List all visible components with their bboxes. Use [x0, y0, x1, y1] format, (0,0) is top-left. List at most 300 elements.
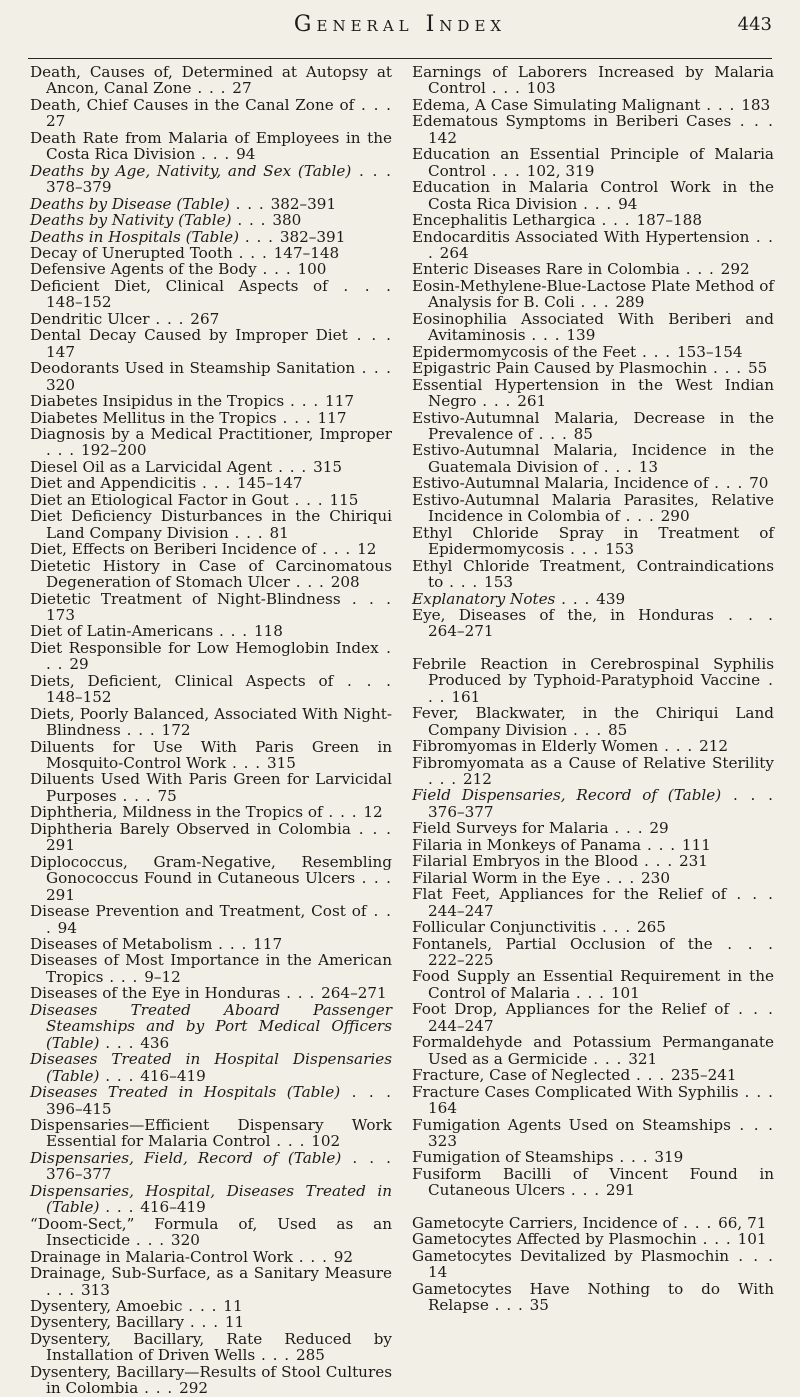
entry-heading: Diabetes Mellitus in the Tropics [30, 408, 277, 427]
entry-page: 230 [641, 868, 670, 887]
entry-page: 103 [526, 79, 556, 98]
entry-page: 291 [46, 885, 75, 904]
entry-page: 212 [462, 770, 492, 789]
entry-page: 244–247 [428, 1016, 494, 1035]
index-entry [30, 1331, 392, 1364]
leader-dots: . . . [565, 1181, 606, 1200]
index-entry [30, 1265, 392, 1298]
entry-page: 320 [46, 375, 75, 394]
entry-page: 117 [325, 392, 355, 411]
entry-heading: Diagnosis by a Medical Practitioner, Improper [30, 424, 392, 443]
leader-dots: . . . [729, 1246, 774, 1265]
leader-dots: . . . [677, 1213, 719, 1232]
index-column-right [412, 64, 774, 1314]
entry-page: 313 [80, 1280, 110, 1299]
entry-heading: Eosinophilia Associated With Beriberi and Avitaminosis [412, 309, 774, 345]
entry-page: 187–188 [636, 211, 703, 230]
leader-dots: . . . [597, 457, 639, 476]
entry-heading: Encephalitis Lethargica [412, 211, 596, 230]
leader-dots: . . . [532, 424, 574, 443]
index-entry [412, 261, 774, 277]
entry-heading: Defensive Agents of the Body [30, 260, 257, 279]
index-entry [412, 1117, 774, 1150]
entry-page: 66, 71 [718, 1213, 767, 1232]
entry-page: 81 [269, 523, 289, 542]
leader-dots: . . . [182, 1296, 224, 1315]
entry-heading: Filarial Embryos in the Blood [412, 852, 639, 871]
leader-dots: . . . [280, 984, 322, 1003]
index-entry [412, 968, 774, 1001]
entry-page: 382–391 [279, 227, 346, 246]
entry-page: 101 [737, 1230, 767, 1249]
entry-heading: Food Supply an Essential Requirement in the Control of Malaria [412, 967, 774, 1002]
entry-page: 376–377 [46, 1165, 112, 1184]
leader-dots: . . . [116, 786, 158, 805]
entry-page: 292 [179, 1379, 209, 1397]
index-entry [30, 1002, 392, 1051]
entry-heading: Ethyl Chloride Treatment, Contraindications to [412, 556, 774, 592]
entry-page: 320 [170, 1231, 200, 1250]
leader-dots: . . . [428, 671, 774, 706]
entry-heading: Fever, Blackwater, in the Chiriqui Land Company Division [412, 704, 774, 739]
leader-dots: . . . [679, 260, 721, 279]
index-entry [412, 919, 774, 935]
leader-dots: . . . [149, 309, 191, 328]
entry-heading: Eosin-Methylene-Blue-Lactose Plate Method of Analysis for B. Coli [412, 276, 774, 312]
entry-heading: Diet Responsible for Low Hemoglobin Index [30, 638, 379, 657]
leader-dots: . . . [600, 868, 641, 887]
entry-heading: Drainage in Malaria-Control Work [30, 1247, 293, 1266]
entry-page: 212 [699, 737, 729, 756]
leader-dots: . . . [99, 1066, 141, 1085]
entry-page: 27 [232, 79, 252, 98]
index-entry [30, 1183, 392, 1216]
leader-dots: . . . [229, 194, 271, 213]
entry-page: 231 [678, 852, 708, 871]
entry-page: 265 [636, 918, 666, 937]
leader-dots: . . . [46, 1280, 81, 1299]
entry-heading: Endocarditis Associated With Hypertension [412, 227, 750, 246]
entry-heading: Eye, Diseases of the, in Honduras [412, 605, 714, 624]
index-entry [412, 492, 774, 525]
leader-dots: . . . [191, 79, 233, 98]
leader-dots: . . . [347, 326, 392, 345]
entry-heading: Epidermomycosis of the Feet [412, 342, 637, 361]
index-entry [30, 97, 392, 130]
entry-page: 289 [615, 293, 645, 312]
letter-gap [412, 640, 774, 656]
entry-page: 118 [253, 622, 283, 641]
index-entry [30, 245, 392, 261]
entry-page: 102 [311, 1132, 341, 1151]
leader-dots: . . . [272, 457, 314, 476]
entry-page: 35 [529, 1296, 549, 1315]
leader-dots: . . . [443, 573, 485, 592]
entry-heading: Epigastric Pain Caused by Plasmochin [412, 359, 708, 378]
entry-page: 436 [140, 1033, 170, 1052]
index-entry [30, 212, 392, 228]
index-entry [30, 1364, 392, 1397]
entry-heading: Death, Chief Causes in the Canal Zone of [30, 95, 355, 114]
index-entry [412, 853, 774, 869]
entry-page: 13 [638, 457, 659, 476]
entry-heading: Essential Hypertension in the West Indian Negro [412, 375, 774, 411]
leader-dots: . . . [195, 145, 237, 164]
index-entry [30, 739, 392, 772]
leader-dots: . . . [350, 819, 392, 838]
leader-dots: . . . [696, 1230, 738, 1249]
index-entry [30, 903, 392, 936]
entry-page: 117 [317, 408, 347, 427]
index-entry [412, 1001, 774, 1034]
index-entry [30, 163, 392, 196]
index-entry [30, 985, 392, 1001]
index-entry [30, 1249, 392, 1265]
index-entry [412, 886, 774, 919]
entry-page: 164 [428, 1099, 457, 1118]
entry-heading: Fracture Cases Complicated With Syphilis [412, 1082, 739, 1101]
index-entry [30, 936, 392, 952]
entry-page: 147–148 [273, 243, 340, 262]
leader-dots: . . . [276, 408, 318, 427]
entry-heading: Estivo-Autumnal Malaria Parasites, Relative Incidence in Colombia of [412, 490, 774, 526]
leader-dots: . . . [713, 605, 775, 624]
entry-page: 382–391 [270, 194, 337, 213]
index-entry [412, 212, 774, 228]
entry-page: 9–12 [144, 967, 181, 986]
entry-heading: Filarial Worm in the Eye [412, 868, 601, 887]
leader-dots: . . . [341, 1148, 392, 1167]
entry-page: 290 [660, 507, 690, 526]
index-entry [412, 936, 774, 969]
entry-page: 70 [749, 474, 769, 493]
entry-page: 291 [46, 836, 75, 855]
index-entry [412, 1281, 774, 1314]
index-entry [30, 360, 392, 393]
entry-page: 183 [741, 95, 771, 114]
entry-heading: Diet an Etiological Factor in Gout [30, 490, 289, 509]
entry-page: 376–377 [428, 802, 494, 821]
leader-dots: . . . [355, 359, 393, 378]
entry-page: 11 [224, 1313, 245, 1332]
index-entry [30, 1314, 392, 1330]
entry-heading: Flat Feet, Appliances for the Relief of [412, 885, 727, 904]
entry-heading: Deaths by Age, Nativity, and Sex (Table) [30, 161, 352, 180]
index-entry [30, 771, 392, 804]
leader-dots: . . . [700, 95, 742, 114]
entry-page: 153 [605, 540, 635, 559]
leader-dots: . . . [564, 540, 606, 559]
entry-heading: Gametocytes Have Nothing to do With Relapse [412, 1279, 774, 1315]
leader-dots: . . . [99, 1033, 141, 1052]
entry-page: 148–152 [46, 688, 112, 707]
index-entry [30, 821, 392, 854]
leader-dots: . . . [485, 79, 527, 98]
leader-dots: . . . [130, 1231, 171, 1250]
index-entry [412, 410, 774, 443]
leader-dots: . . . [226, 754, 267, 773]
entry-heading: Gametocytes Affected by Plasmochin [412, 1230, 697, 1249]
leader-dots: . . . [577, 194, 619, 213]
entry-page: 29 [649, 819, 669, 838]
entry-page: 416–419 [140, 1066, 206, 1085]
index-entry [30, 459, 392, 475]
index-entry [412, 787, 774, 820]
entry-page: 235–241 [670, 1066, 737, 1085]
entry-page: 94 [618, 194, 638, 213]
entry-page: 264–271 [428, 622, 494, 641]
leader-dots: . . . [613, 1148, 655, 1167]
entry-heading: Febrile Reaction in Cerebrospinal Syphilis Produced by Typhoid-Paratyphoid Vaccine [412, 654, 774, 690]
index-entry [30, 1051, 392, 1084]
entry-page: 148–152 [46, 293, 112, 312]
entry-page: 142 [428, 128, 457, 147]
index-entry [30, 1117, 392, 1150]
leader-dots: . . . [120, 721, 162, 740]
leader-dots: . . . [289, 573, 331, 592]
index-entry [412, 311, 774, 344]
index-entry [412, 1215, 774, 1231]
leader-dots: . . . [284, 392, 326, 411]
leader-dots: . . . [574, 293, 616, 312]
running-title: General Index [293, 12, 507, 37]
entry-heading: Diets, Deficient, Clinical Aspects of [30, 671, 334, 690]
entry-page: 264–271 [321, 984, 387, 1003]
entry-heading: Diet, Effects on Beriberi Incidence of [30, 540, 317, 559]
entry-heading: Dispensaries—Efficient Dispensary Work Essential for Malaria Control [30, 1116, 392, 1151]
entry-page: 244–247 [428, 901, 494, 920]
index-entry [412, 656, 774, 705]
entry-heading: Deficient Diet, Clinical Aspects of [30, 276, 328, 295]
leader-dots: . . . [213, 622, 254, 641]
entry-heading: Filaria in Monkeys of Panama [412, 835, 642, 854]
entry-page: 285 [295, 1346, 325, 1365]
entry-page: 380 [272, 211, 302, 230]
entry-page: 416–419 [140, 1198, 206, 1217]
leader-dots: . . . [270, 1132, 312, 1151]
entry-page: 12 [357, 540, 377, 559]
index-entry [30, 558, 392, 591]
entry-page: 85 [607, 720, 628, 739]
leader-dots: . . . [587, 1049, 629, 1068]
entry-heading: Diseases of Metabolism [30, 935, 213, 954]
index-entry [412, 820, 774, 836]
entry-heading: Dendritic Ulcer [30, 309, 150, 328]
leader-dots: . . . [726, 885, 774, 904]
entry-page: 115 [329, 490, 359, 509]
entry-heading: Enteric Diseases Rare in Colombia [412, 260, 680, 279]
entry-page: 173 [46, 605, 75, 624]
leader-dots: . . . [636, 342, 677, 361]
index-entry [412, 442, 774, 475]
index-entry [412, 837, 774, 853]
leader-dots: . . . [327, 276, 393, 295]
leader-dots: . . . [630, 1066, 671, 1085]
leader-dots: . . . [196, 474, 238, 493]
entry-page: 315 [313, 457, 343, 476]
index-entry [30, 426, 392, 459]
entry-page: 323 [428, 1132, 457, 1150]
leader-dots: . . . [596, 918, 637, 937]
entry-heading: Dysentery, Amoebic [30, 1296, 183, 1315]
index-entry [412, 1166, 774, 1199]
index-entry [412, 113, 774, 146]
index-entry [412, 97, 774, 113]
index-entry [30, 261, 392, 277]
entry-heading: Dysentery, Bacillary, Rate Reduced by Installation of Driven Wells [30, 1329, 392, 1365]
entry-heading: Education an Essential Principle of Malaria Control [412, 145, 774, 180]
leader-dots: . . . [712, 934, 775, 953]
index-entry [412, 870, 774, 886]
index-entry [412, 1084, 774, 1117]
entry-heading: Diseases of Most Importance in the American Tropics [30, 951, 392, 986]
leader-dots: . . . [525, 326, 567, 345]
leader-dots: . . . [555, 589, 597, 608]
entry-heading: Fibromyomata as a Cause of Relative Sterility [412, 753, 774, 772]
entry-heading: Diluents for Use With Paris Green in Mosquito-Control Work [30, 737, 392, 773]
entry-page: 208 [330, 573, 360, 592]
entry-page: 145–147 [237, 474, 303, 493]
entry-heading: Gametocyte Carriers, Incidence of [412, 1213, 678, 1232]
entry-heading: Drainage, Sub-Surface, as a Sanitary Measure [30, 1264, 392, 1283]
index-entry [30, 64, 392, 97]
index-entry [30, 327, 392, 360]
entry-page: 29 [69, 655, 89, 674]
leader-dots: . . . [256, 260, 298, 279]
leader-dots: . . . [322, 803, 364, 822]
entry-heading: Deaths by Disease (Table) [30, 194, 230, 213]
entry-heading: Diet Deficiency Disturbances in the Chiriqui Land Company Division [30, 507, 392, 542]
entry-heading: Estivo-Autumnal Malaria, Incidence in the Guatemala Division of [412, 441, 774, 476]
leader-dots: . . . [707, 359, 748, 378]
entry-page: 11 [223, 1296, 243, 1315]
entry-heading: Fusiform Bacilli of Vincent Found in Cutaneous Ulcers [412, 1164, 774, 1200]
entry-heading: Fontanels, Partial Occlusion of the [412, 934, 713, 953]
index-entry [412, 344, 774, 360]
index-entry [30, 1084, 392, 1117]
index-entry [30, 1216, 392, 1249]
entry-page: 172 [161, 721, 191, 740]
entry-page: 192–200 [80, 441, 147, 460]
entry-heading: Ethyl Chloride Spray in Treatment of Epidermomycosis [412, 523, 774, 559]
index-entry [412, 1067, 774, 1083]
entry-page: 292 [720, 260, 750, 279]
entry-heading: Dietetic History in Case of Carcinomatous Degeneration of Stomach Ulcer [30, 556, 392, 592]
index-entry [412, 525, 774, 558]
entry-page: 222–225 [428, 951, 494, 970]
entry-page: 94 [57, 918, 77, 937]
entry-heading: Diesel Oil as a Larvicidal Agent [30, 457, 273, 476]
index-entry [412, 1248, 774, 1281]
index-entry [30, 673, 392, 706]
leader-dots: . . . [316, 540, 358, 559]
index-entry [412, 1231, 774, 1247]
leader-dots: . . . [428, 227, 774, 262]
index-entry [30, 410, 392, 426]
index-entry [30, 706, 392, 739]
running-head [0, 8, 800, 42]
leader-dots: . . . [731, 112, 775, 131]
entry-page: 94 [236, 145, 256, 164]
entry-page: 92 [333, 1247, 354, 1266]
index-entry [30, 130, 392, 163]
entry-heading: Estivo-Autumnal Malaria, Incidence of [412, 474, 709, 493]
entry-heading: Death, Causes of, Determined at Autopsy at Ancon, Canal Zone [30, 63, 392, 98]
index-entry [412, 591, 774, 607]
entry-page: 291 [605, 1181, 635, 1200]
entry-page: 267 [190, 309, 220, 328]
entry-page: 261 [517, 392, 547, 411]
index-entry [412, 475, 774, 491]
leader-dots: . . . [738, 1082, 774, 1101]
entry-heading: Decay of Unerupted Tooth [30, 243, 233, 262]
leader-dots: . . . [99, 1198, 141, 1217]
leader-dots: . . . [351, 161, 393, 180]
entry-page: 396–415 [46, 1099, 112, 1118]
entry-page: 101 [610, 983, 640, 1002]
leader-dots: . . . [46, 441, 81, 460]
leader-dots: . . . [333, 671, 393, 690]
entry-heading: Field Surveys for Malaria [412, 819, 609, 838]
index-entry [30, 623, 392, 639]
entry-page: 14 [428, 1263, 448, 1282]
entry-page: 439 [596, 589, 626, 608]
leader-dots: . . . [428, 770, 463, 789]
entry-heading: Disease Prevention and Treatment, Cost of [30, 902, 367, 921]
index-entry [30, 541, 392, 557]
index-entry [30, 508, 392, 541]
entry-page: 319 [654, 1148, 684, 1167]
index-entry [412, 738, 774, 754]
entry-page: 117 [253, 935, 283, 954]
index-entry [412, 705, 774, 738]
entry-page: 264 [439, 243, 469, 262]
entry-page: 161 [451, 687, 481, 706]
index-entry [412, 360, 774, 376]
entry-page: 85 [573, 424, 593, 443]
index-entry [30, 591, 392, 624]
leader-dots: . . . [476, 392, 518, 411]
entry-heading: Explanatory Notes [412, 589, 556, 608]
index-entry [30, 311, 392, 327]
entry-page: 102, 319 [526, 161, 595, 180]
header-rule [28, 58, 772, 59]
entry-heading: Dental Decay Caused by Improper Diet [30, 326, 348, 345]
leader-dots: . . . [340, 589, 392, 608]
entry-page: 147 [46, 342, 75, 361]
index-entry [412, 146, 774, 179]
leader-dots: . . . [212, 935, 254, 954]
entry-page: 153 [484, 573, 514, 592]
entry-heading: Dysentery, Bacillary [30, 1313, 185, 1332]
letter-gap [412, 1199, 774, 1215]
entry-page: 321 [628, 1049, 658, 1068]
index-entry [30, 475, 392, 491]
leader-dots: . . . [292, 1247, 334, 1266]
entry-page: 75 [157, 786, 177, 805]
leader-dots: . . . [608, 819, 650, 838]
index-entry [412, 64, 774, 97]
leader-dots: . . . [730, 1115, 774, 1134]
leader-dots: . . . [485, 161, 527, 180]
leader-dots: . . . [355, 869, 393, 888]
entry-heading: Fumigation of Steamships [412, 1148, 614, 1167]
entry-heading: “Doom-Sect,” Formula of, Used as an Insecticide [30, 1214, 392, 1250]
entry-heading: Education in Malaria Control Work in the Costa Rica Division [412, 178, 774, 213]
entry-heading: Follicular Conjunctivitis [412, 918, 597, 937]
index-entry [412, 278, 774, 311]
leader-dots: . . . [340, 1083, 393, 1102]
